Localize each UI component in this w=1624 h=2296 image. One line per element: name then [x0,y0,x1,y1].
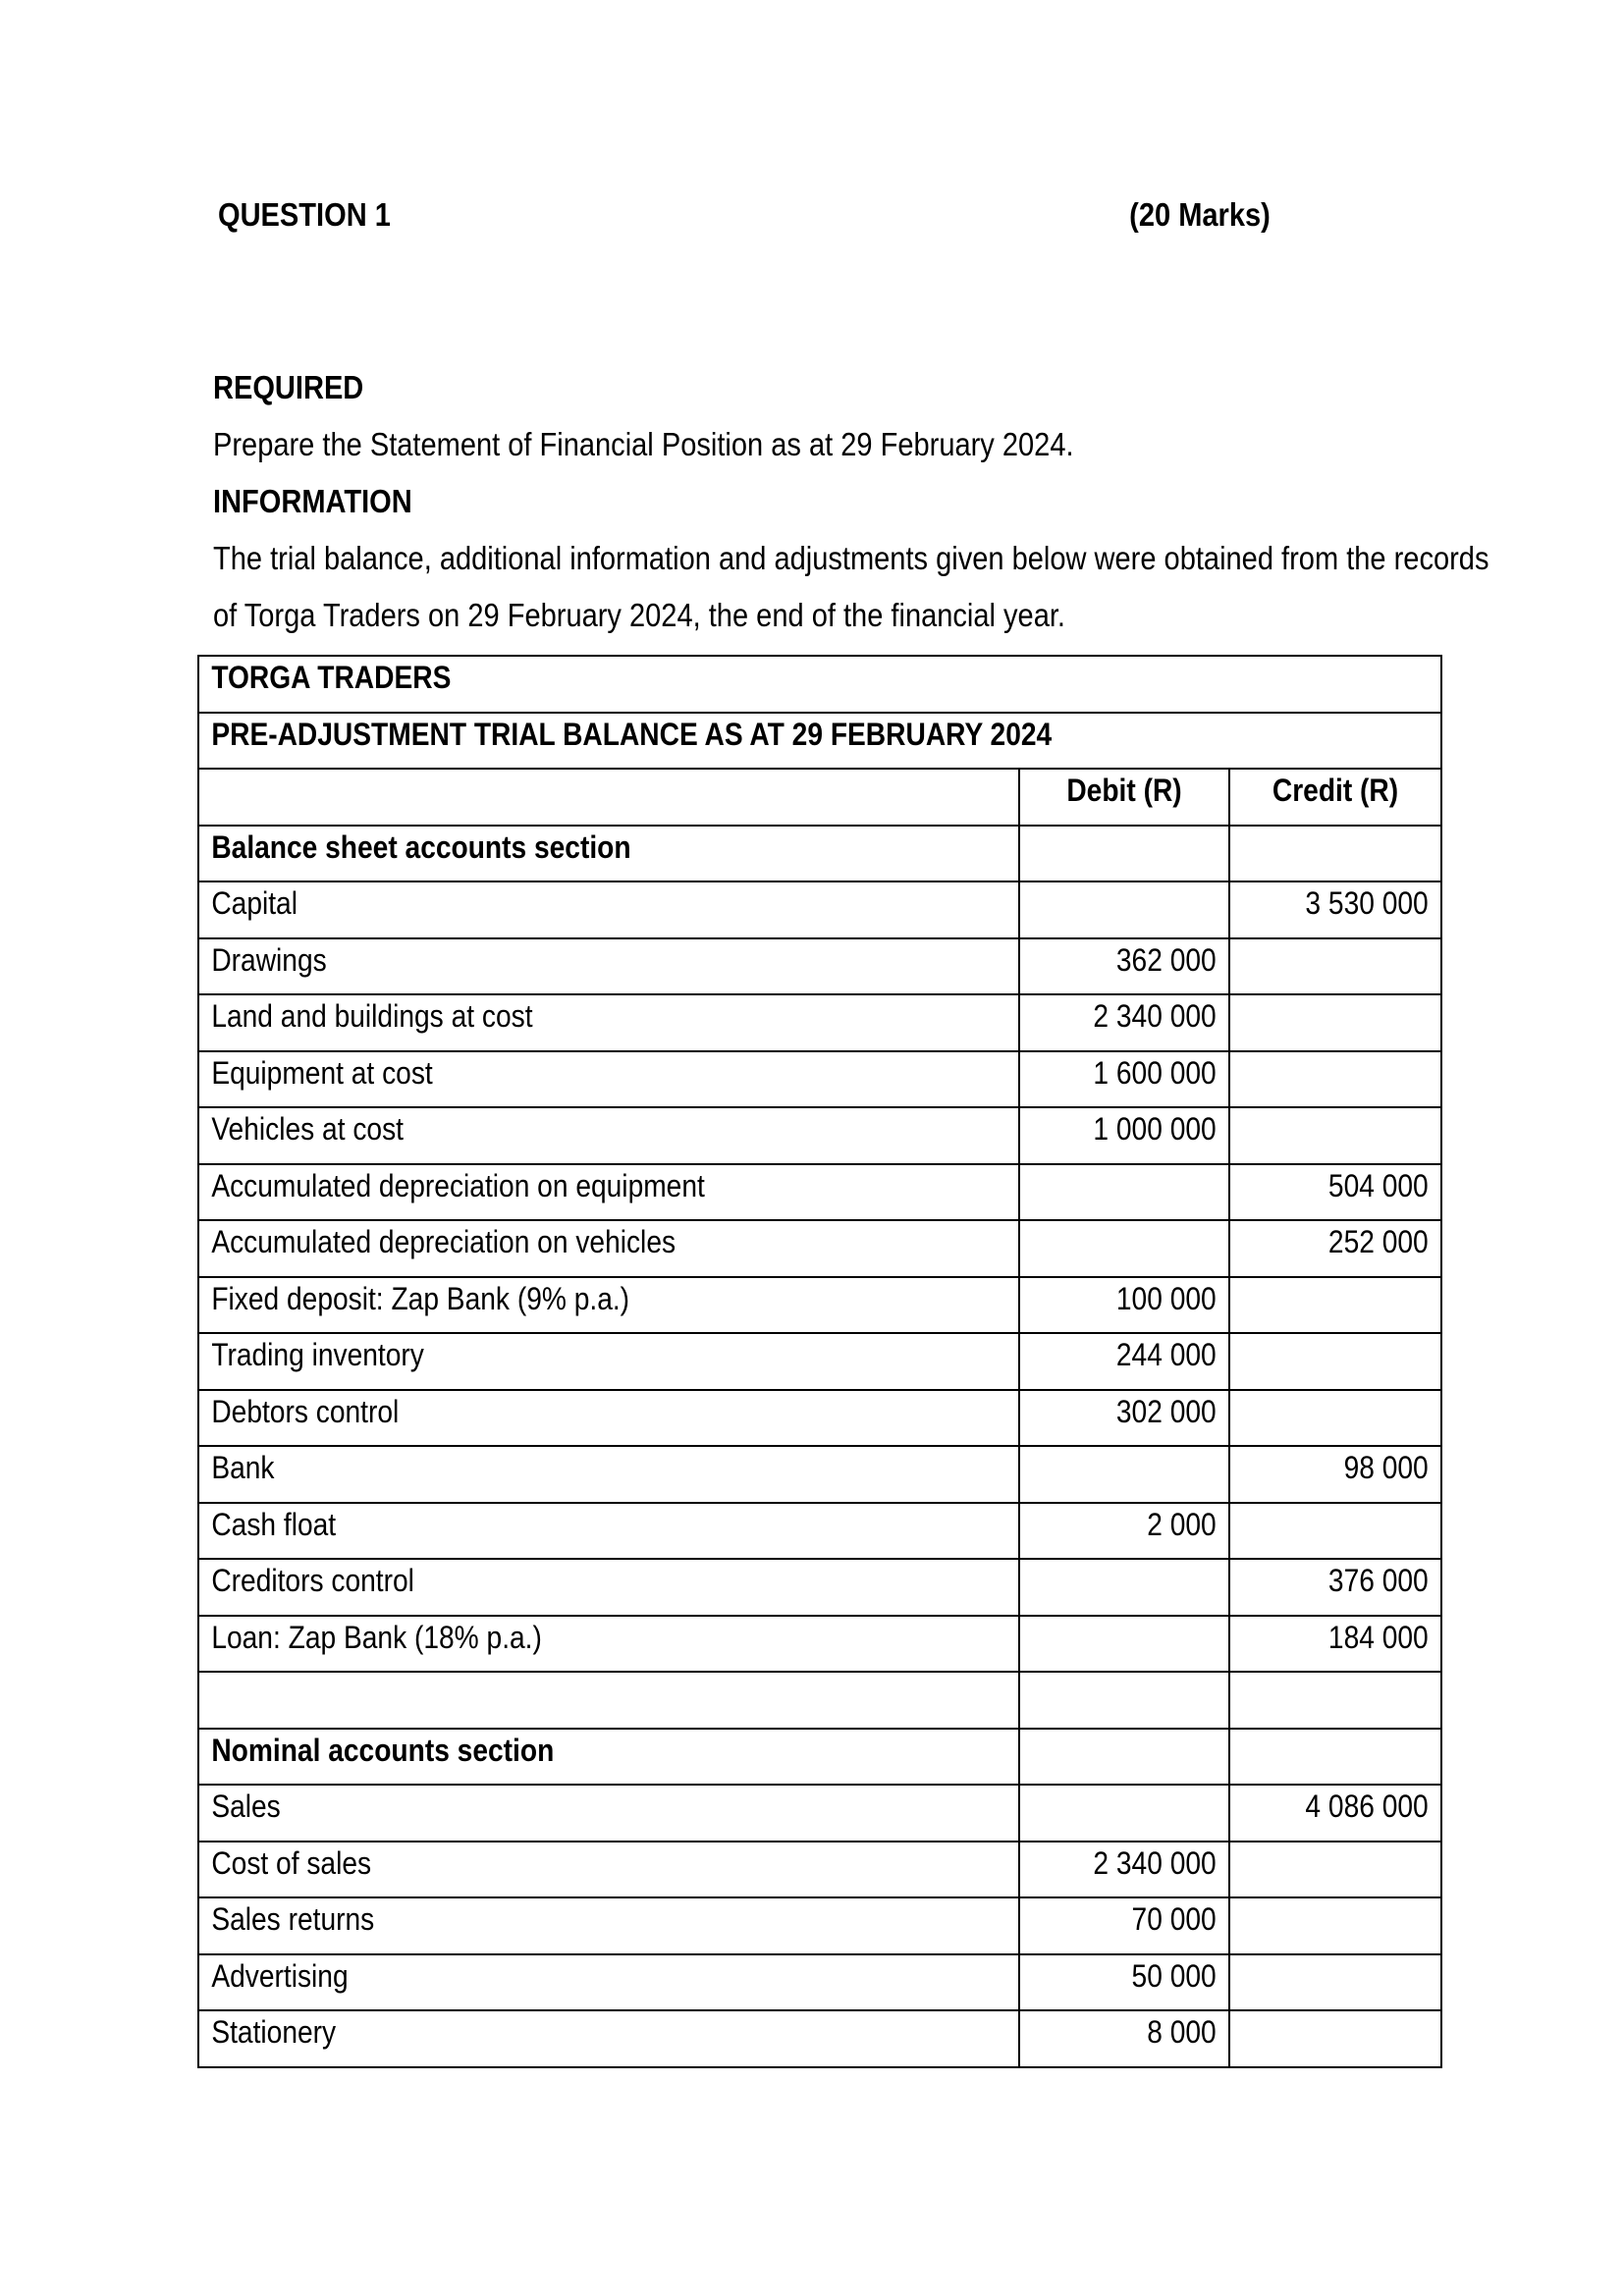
account-name: Land and buildings at cost [211,998,533,1034]
credit-amount-cell [1229,1503,1441,1560]
credit-amount [1256,1052,1440,1055]
table-row [198,1672,1441,1729]
section-row [198,1729,1441,1786]
trial-balance-table [197,655,1442,2068]
account-name-cell [198,1107,1019,1164]
credit-amount: 4 086 000 [1305,1789,1429,1824]
debit-amount [1045,827,1228,829]
company-name: TORGA TRADERS [211,660,452,695]
debit-amount-cell [1019,1446,1229,1503]
header-debit-cell [1019,769,1229,826]
account-name: Vehicles at cost [211,1111,404,1147]
table-row [198,1164,1441,1221]
table-title-cell [198,713,1441,770]
debit-header: Debit (R) [1066,773,1182,808]
table-row [198,1616,1441,1673]
debit-amount: 2 340 000 [1093,998,1217,1034]
account-name-cell [198,1333,1019,1390]
account-name: Capital [211,885,298,921]
credit-amount [1256,1898,1440,1901]
debit-amount: 50 000 [1131,1957,1217,1994]
account-name: Stationery [211,2014,337,2050]
account-name: Sales [211,1789,281,1824]
credit-amount [1256,1391,1440,1394]
account-name-cell [198,994,1019,1051]
credit-amount-cell [1229,1277,1441,1334]
debit-amount-cell [1019,826,1229,882]
header-credit-cell [1229,769,1441,826]
account-name: Nominal accounts section [211,1732,555,1768]
account-name-cell [198,1616,1019,1673]
credit-amount-cell [1229,1220,1441,1277]
account-name-cell [198,1785,1019,1842]
table-row [198,1220,1441,1277]
debit-amount-cell [1019,2010,1229,2067]
credit-amount [1256,1673,1440,1676]
credit-amount [1256,939,1440,942]
question-header [218,196,1271,234]
account-name-cell [198,826,1019,882]
debit-amount: 2 000 [1147,1506,1217,1542]
account-name: Trading inventory [211,1337,424,1372]
credit-amount [1256,1334,1440,1337]
table-row [198,1446,1441,1503]
credit-amount [1256,1108,1440,1111]
debit-amount-cell [1019,1277,1229,1334]
account-name-cell [198,1503,1019,1560]
section-row [198,826,1441,882]
credit-amount-cell [1229,994,1441,1051]
required-text: Prepare the Statement of Financial Position as at 29 February 2024. [213,426,1074,462]
information-heading: INFORMATION [213,483,412,519]
credit-amount-cell [1229,1785,1441,1842]
account-name: Cash float [211,1506,337,1542]
debit-amount-cell [1019,1220,1229,1277]
debit-amount: 100 000 [1115,1280,1217,1316]
table-row [198,1559,1441,1616]
debit-amount-cell [1019,1559,1229,1616]
account-name-cell [198,1954,1019,2011]
credit-amount [1256,1955,1440,1958]
credit-amount [1256,827,1440,829]
account-name: Advertising [211,1957,349,1994]
credit-header: Credit (R) [1272,773,1399,808]
credit-amount-cell [1229,1954,1441,2011]
table-row [198,1954,1441,2011]
credit-amount: 376 000 [1327,1563,1429,1598]
account-name-cell [198,1729,1019,1786]
debit-amount: 1 600 000 [1093,1054,1217,1091]
debit-amount [1045,1673,1228,1676]
credit-amount-cell [1229,1333,1441,1390]
table-row [198,1051,1441,1108]
account-name: Debtors control [211,1393,400,1429]
debit-amount-cell [1019,1897,1229,1954]
account-name: Sales returns [211,1901,375,1937]
table-row [198,1503,1441,1560]
debit-amount-cell [1019,938,1229,995]
credit-amount: 184 000 [1327,1619,1429,1655]
credit-amount-cell [1229,1616,1441,1673]
debit-amount: 244 000 [1115,1337,1217,1372]
account-name: Equipment at cost [211,1054,433,1091]
table-row [198,1333,1441,1390]
account-name-cell [198,1051,1019,1108]
credit-amount [1256,1842,1440,1845]
header-description-cell [198,769,1019,826]
debit-amount-cell [1019,994,1229,1051]
question-title: QUESTION 1 [218,196,391,233]
table-row [198,1277,1441,1334]
account-name [199,1673,920,1676]
credit-amount-cell [1229,1672,1441,1729]
table-header-row [198,769,1441,826]
debit-amount [1045,1560,1228,1563]
account-name: Cost of sales [211,1844,372,1881]
debit-amount-cell [1019,881,1229,938]
account-name-cell [198,1277,1019,1334]
debit-amount: 302 000 [1115,1393,1217,1429]
information-text-line-2: of Torga Traders on 29 February 2024, the end of the financial year. [213,597,1065,633]
debit-amount: 8 000 [1147,2014,1217,2050]
credit-amount-cell [1229,1107,1441,1164]
account-name-cell [198,1164,1019,1221]
credit-amount-cell [1229,826,1441,882]
account-name: Accumulated depreciation on vehicles [211,1224,677,1259]
credit-amount: 3 530 000 [1305,885,1429,921]
table-row [198,1785,1441,1842]
company-name-cell [198,656,1441,713]
table-row [198,938,1441,995]
account-name-cell [198,1559,1019,1616]
credit-amount: 252 000 [1327,1224,1429,1259]
account-name-cell [198,2010,1019,2067]
debit-amount-cell [1019,1954,1229,2011]
account-name-cell [198,938,1019,995]
account-name-cell [198,1446,1019,1503]
credit-amount-cell [1229,2010,1441,2067]
account-name-cell [198,1842,1019,1898]
table-row [198,881,1441,938]
debit-amount: 2 340 000 [1093,1844,1217,1881]
credit-amount-cell [1229,881,1441,938]
account-name: Drawings [211,941,327,978]
debit-amount-cell [1019,1503,1229,1560]
account-name: Balance sheet accounts section [211,828,631,865]
account-name-cell [198,1390,1019,1447]
debit-amount-cell [1019,1729,1229,1786]
debit-amount-cell [1019,1672,1229,1729]
debit-amount-cell [1019,1842,1229,1898]
debit-amount-cell [1019,1785,1229,1842]
table-row [198,994,1441,1051]
debit-amount [1045,1221,1228,1224]
account-name: Bank [211,1450,275,1485]
debit-amount: 362 000 [1115,941,1217,978]
information-text-line-1: The trial balance, additional information and adjustments given below were obtained from the records [213,540,1489,576]
table-title-row [198,713,1441,770]
credit-amount-cell [1229,1051,1441,1108]
debit-amount-cell [1019,1390,1229,1447]
credit-amount-cell [1229,1842,1441,1898]
credit-amount [1256,2011,1440,2014]
debit-amount [1045,1165,1228,1168]
debit-amount [1045,882,1228,885]
credit-amount-cell [1229,1446,1441,1503]
account-name-cell [198,1672,1019,1729]
debit-amount-cell [1019,1051,1229,1108]
credit-amount-cell [1229,938,1441,995]
credit-amount [1256,995,1440,998]
table-title: PRE-ADJUSTMENT TRIAL BALANCE AS AT 29 FEBRUARY 2024 [211,716,1053,752]
table-row [198,1390,1441,1447]
credit-amount [1256,1278,1440,1281]
debit-amount [1045,1617,1228,1620]
debit-amount: 1 000 000 [1093,1111,1217,1147]
question-marks: (20 Marks) [1129,196,1271,233]
table-row [198,1107,1441,1164]
table-company-row [198,656,1441,713]
debit-amount-cell [1019,1616,1229,1673]
account-name: Loan: Zap Bank (18% p.a.) [211,1619,542,1655]
debit-amount-cell [1019,1333,1229,1390]
account-name: Fixed deposit: Zap Bank (9% p.a.) [211,1280,630,1316]
credit-amount-cell [1229,1559,1441,1616]
required-heading: REQUIRED [213,369,364,405]
credit-amount-cell [1229,1729,1441,1786]
debit-amount-cell [1019,1107,1229,1164]
table-row [198,2010,1441,2067]
account-name-cell [198,881,1019,938]
credit-amount-cell [1229,1390,1441,1447]
credit-amount [1256,1504,1440,1507]
account-name: Creditors control [211,1563,414,1598]
table-row [198,1842,1441,1898]
debit-amount [1045,1786,1228,1789]
credit-amount: 504 000 [1327,1167,1429,1203]
account-name-cell [198,1897,1019,1954]
debit-amount: 70 000 [1131,1901,1217,1937]
account-name-cell [198,1220,1019,1277]
account-name: Accumulated depreciation on equipment [211,1167,705,1203]
credit-amount: 98 000 [1343,1450,1429,1485]
credit-amount-cell [1229,1897,1441,1954]
credit-amount [1256,1730,1440,1733]
debit-amount-cell [1019,1164,1229,1221]
table-row [198,1897,1441,1954]
debit-amount [1045,1447,1228,1450]
credit-amount-cell [1229,1164,1441,1221]
debit-amount [1045,1730,1228,1733]
